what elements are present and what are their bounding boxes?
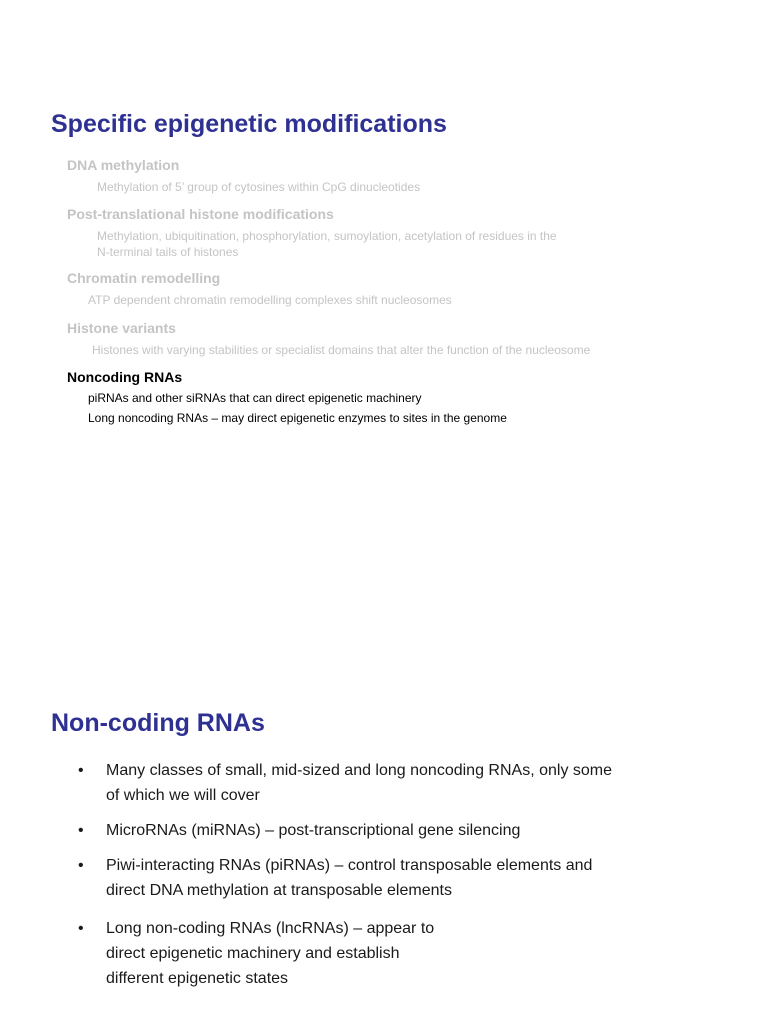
bullet-line: MicroRNAs (miRNAs) – post-transcriptional gene silencing [106, 822, 521, 839]
slide-title: Non-coding RNAs [51, 709, 265, 737]
bullet-line: of which we will cover [106, 787, 260, 804]
bullet-line: different epigenetic states [106, 970, 289, 987]
bullet-line: Piwi-interacting RNAs (piRNAs) – control transposable elements and [106, 857, 593, 874]
bullet-line: direct epigenetic machinery and establish [106, 945, 400, 962]
topic-histone-variants: Histone variants [67, 320, 176, 336]
bullet-icon: • [78, 857, 84, 874]
bullet-icon: • [78, 920, 84, 937]
bullet-text [106, 853, 696, 903]
detail-chromatin-remodelling: ATP dependent chromatin remodelling complexes shift nucleosomes [88, 293, 452, 307]
bullet-line: direct DNA methylation at transposable elements [106, 882, 452, 899]
topic-histone-modifications: Post-translational histone modifications [67, 206, 334, 222]
bullet-text [106, 818, 696, 843]
detail-noncoding-rnas-sirnas: piRNAs and other siRNAs that can direct epigenetic machinery [88, 391, 422, 405]
detail-noncoding-rnas-long: Long noncoding RNAs – may direct epigenetic enzymes to sites in the genome [88, 411, 507, 425]
topic-chromatin-remodelling: Chromatin remodelling [67, 270, 221, 286]
bullet-text [106, 758, 696, 808]
detail-histone-modifications-line-2: N-terminal tails of histones [97, 245, 239, 259]
detail-dna-methylation: Methylation of 5’ group of cytosines within CpG dinucleotides [97, 180, 421, 194]
bullet-icon: • [78, 822, 84, 839]
topic-noncoding-rnas: Noncoding RNAs [67, 369, 183, 385]
slide-non-coding-rnas [0, 512, 768, 1024]
bullet-icon: • [78, 762, 84, 779]
topic-dna-methylation: DNA methylation [67, 157, 180, 173]
detail-histone-modifications-line-1: Methylation, ubiquitination, phosphorylation, sumoylation, acetylation of residues in the [97, 229, 557, 243]
bullet-line: Many classes of small, mid-sized and long noncoding RNAs, only some [106, 762, 613, 779]
slide-title: Specific epigenetic modifications [51, 110, 447, 138]
bullet-text [106, 916, 696, 991]
detail-histone-variants: Histones with varying stabilities or specialist domains that alter the function of the nucleosome [92, 343, 591, 357]
bullet-line: Long non-coding RNAs (lncRNAs) – appear to [106, 920, 435, 937]
